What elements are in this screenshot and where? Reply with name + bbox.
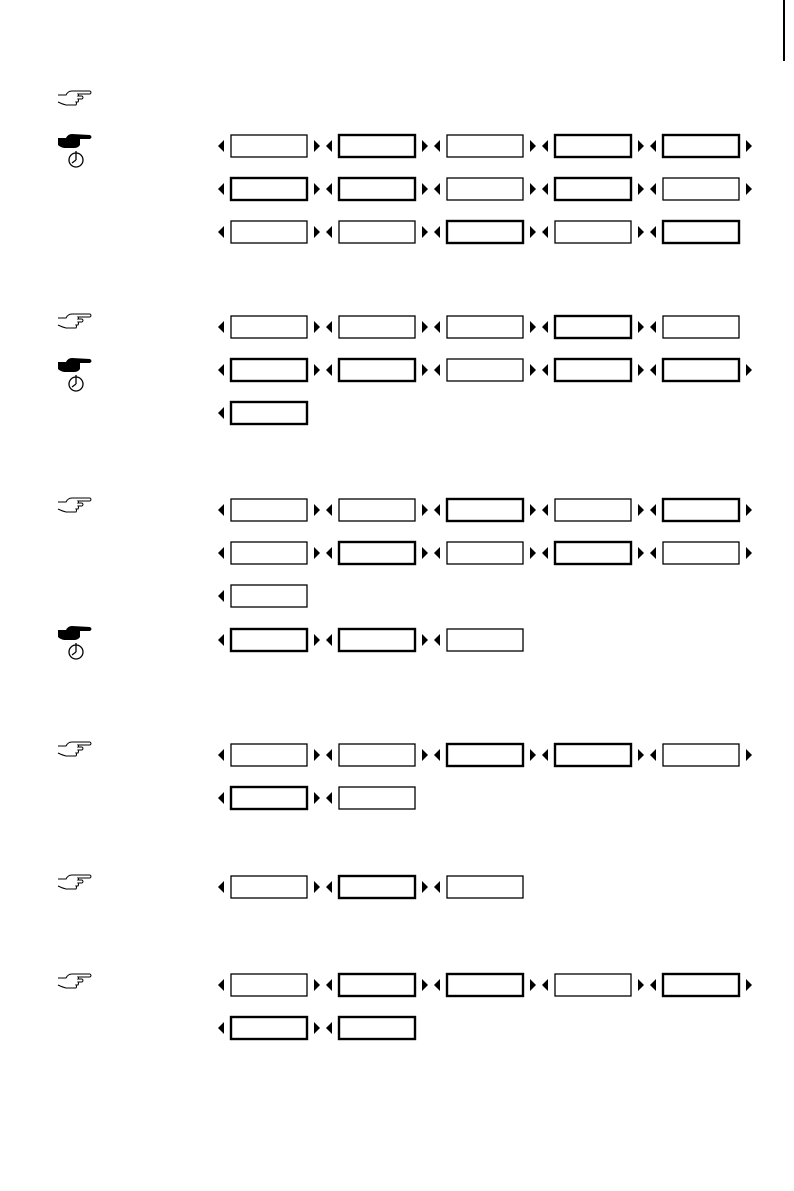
right-arrow-icon (638, 504, 644, 516)
menu-key-box (555, 178, 631, 200)
left-arrow-icon (434, 881, 440, 893)
timer-hand (72, 652, 76, 655)
key-row (218, 135, 752, 157)
menu-key-box (555, 359, 631, 381)
pointing-hand-outline-icon (58, 498, 91, 512)
left-arrow-icon (542, 749, 548, 761)
right-arrow-icon (638, 364, 644, 376)
timer-hand (72, 160, 76, 163)
hand-timer-icon (58, 134, 92, 167)
menu-key-box (447, 876, 523, 898)
key-row (218, 359, 752, 381)
menu-key-box (447, 359, 523, 381)
key-row (218, 178, 752, 200)
menu-key-box (663, 178, 739, 200)
left-arrow-icon (434, 504, 440, 516)
menu-key-box (339, 316, 415, 338)
hand-outline-path (58, 498, 91, 512)
left-arrow-icon (218, 407, 224, 419)
right-arrow-icon (638, 140, 644, 152)
left-arrow-icon (650, 321, 656, 333)
right-arrow-icon (314, 183, 320, 195)
right-arrow-icon (638, 749, 644, 761)
solid-hand-path (58, 358, 92, 372)
left-arrow-icon (326, 634, 332, 646)
left-arrow-icon (326, 881, 332, 893)
left-arrow-icon (434, 140, 440, 152)
menu-key-box (555, 499, 631, 521)
key-row (218, 629, 523, 651)
menu-key-box (555, 974, 631, 996)
menu-key-box (663, 359, 739, 381)
menu-key-box (231, 974, 307, 996)
right-arrow-icon (530, 321, 536, 333)
left-arrow-icon (542, 364, 548, 376)
right-arrow-icon (314, 792, 320, 804)
left-arrow-icon (218, 590, 224, 602)
menu-key-box (339, 1017, 415, 1039)
key-row (218, 1017, 415, 1039)
right-arrow-icon (422, 634, 428, 646)
left-arrow-icon (542, 504, 548, 516)
menu-key-box (447, 744, 523, 766)
left-arrow-icon (218, 792, 224, 804)
right-arrow-icon (422, 979, 428, 991)
left-arrow-icon (326, 979, 332, 991)
key-row (218, 316, 739, 338)
menu-key-box (447, 316, 523, 338)
pointing-hand-outline-icon (58, 742, 91, 756)
menu-key-box (339, 359, 415, 381)
right-arrow-icon (530, 226, 536, 238)
right-arrow-icon (746, 183, 752, 195)
key-row (218, 744, 752, 766)
left-arrow-icon (542, 140, 548, 152)
left-arrow-icon (650, 979, 656, 991)
left-arrow-icon (650, 749, 656, 761)
menu-key-box (339, 744, 415, 766)
menu-key-box (663, 499, 739, 521)
hand-timer-icon (58, 626, 92, 659)
right-arrow-icon (746, 979, 752, 991)
right-arrow-icon (422, 321, 428, 333)
menu-key-box (663, 542, 739, 564)
right-arrow-icon (530, 504, 536, 516)
left-arrow-icon (434, 183, 440, 195)
right-arrow-icon (530, 547, 536, 559)
menu-key-box (663, 135, 739, 157)
pointing-hand-outline-icon (58, 91, 91, 105)
menu-key-box (447, 499, 523, 521)
menu-key-box (339, 787, 415, 809)
hand-outline-path (58, 742, 91, 756)
right-arrow-icon (314, 226, 320, 238)
left-arrow-icon (434, 979, 440, 991)
right-arrow-icon (746, 140, 752, 152)
hand-outline-path (58, 91, 91, 105)
solid-hand-path (58, 134, 92, 148)
key-row (218, 787, 415, 809)
right-arrow-icon (746, 749, 752, 761)
right-arrow-icon (314, 364, 320, 376)
menu-key-box (663, 221, 739, 243)
left-arrow-icon (434, 634, 440, 646)
menu-key-box (231, 542, 307, 564)
left-arrow-icon (218, 881, 224, 893)
menu-key-box (339, 221, 415, 243)
right-arrow-icon (746, 547, 752, 559)
left-arrow-icon (326, 1022, 332, 1034)
left-arrow-icon (542, 183, 548, 195)
menu-key-box (663, 316, 739, 338)
left-arrow-icon (650, 140, 656, 152)
left-arrow-icon (326, 547, 332, 559)
menu-key-box (231, 787, 307, 809)
menu-key-box (447, 135, 523, 157)
left-arrow-icon (542, 226, 548, 238)
right-arrow-icon (314, 321, 320, 333)
right-arrow-icon (530, 364, 536, 376)
right-arrow-icon (314, 140, 320, 152)
right-arrow-icon (314, 979, 320, 991)
menu-key-box (555, 542, 631, 564)
left-arrow-icon (434, 749, 440, 761)
key-row (218, 221, 739, 243)
menu-key-box (339, 876, 415, 898)
right-arrow-icon (314, 1022, 320, 1034)
menu-key-box (231, 402, 307, 424)
left-arrow-icon (434, 547, 440, 559)
left-arrow-icon (326, 321, 332, 333)
right-arrow-icon (422, 183, 428, 195)
left-arrow-icon (434, 226, 440, 238)
left-arrow-icon (218, 504, 224, 516)
left-arrow-icon (218, 226, 224, 238)
menu-key-box (663, 744, 739, 766)
menu-key-box (231, 178, 307, 200)
key-row (218, 876, 523, 898)
left-arrow-icon (218, 749, 224, 761)
right-arrow-icon (314, 749, 320, 761)
left-arrow-icon (542, 321, 548, 333)
menu-key-box (339, 499, 415, 521)
menu-key-box (339, 178, 415, 200)
right-arrow-icon (422, 749, 428, 761)
menu-key-box (339, 629, 415, 651)
left-arrow-icon (434, 321, 440, 333)
menu-key-box (231, 876, 307, 898)
left-arrow-icon (326, 226, 332, 238)
right-arrow-icon (530, 979, 536, 991)
right-arrow-icon (314, 881, 320, 893)
menu-key-box (231, 585, 307, 607)
left-arrow-icon (218, 1022, 224, 1034)
right-arrow-icon (638, 226, 644, 238)
menu-key-box (339, 974, 415, 996)
menu-key-box (231, 135, 307, 157)
menu-key-box (555, 221, 631, 243)
left-arrow-icon (542, 979, 548, 991)
menu-key-box (231, 744, 307, 766)
timer-hand (72, 384, 76, 387)
left-arrow-icon (650, 364, 656, 376)
left-arrow-icon (326, 183, 332, 195)
menu-key-box (231, 221, 307, 243)
right-arrow-icon (746, 364, 752, 376)
key-row (218, 974, 752, 996)
right-arrow-icon (422, 226, 428, 238)
left-arrow-icon (326, 140, 332, 152)
right-arrow-icon (422, 504, 428, 516)
right-arrow-icon (638, 321, 644, 333)
pointing-hand-outline-icon (58, 314, 91, 328)
left-arrow-icon (218, 547, 224, 559)
menu-key-box (663, 974, 739, 996)
solid-hand-path (58, 626, 92, 640)
left-arrow-icon (326, 792, 332, 804)
menu-key-box (339, 135, 415, 157)
menu-key-box (447, 974, 523, 996)
menu-key-box (447, 221, 523, 243)
left-arrow-icon (326, 749, 332, 761)
right-arrow-icon (638, 547, 644, 559)
left-arrow-icon (650, 547, 656, 559)
left-arrow-icon (542, 547, 548, 559)
left-arrow-icon (218, 979, 224, 991)
left-arrow-icon (218, 183, 224, 195)
hand-outline-path (58, 974, 91, 988)
menu-key-box (555, 316, 631, 338)
pointing-hand-outline-icon (58, 875, 91, 889)
menu-key-box (231, 629, 307, 651)
key-row (218, 499, 752, 521)
left-arrow-icon (218, 140, 224, 152)
hand-outline-path (58, 314, 91, 328)
right-arrow-icon (530, 140, 536, 152)
menu-key-box (231, 316, 307, 338)
right-arrow-icon (314, 634, 320, 646)
menu-key-box (231, 359, 307, 381)
left-arrow-icon (218, 364, 224, 376)
right-arrow-icon (422, 547, 428, 559)
right-arrow-icon (638, 979, 644, 991)
left-arrow-icon (218, 634, 224, 646)
left-arrow-icon (218, 321, 224, 333)
key-row (218, 585, 307, 607)
left-arrow-icon (650, 183, 656, 195)
hand-timer-icon (58, 358, 92, 391)
menu-key-box (447, 629, 523, 651)
right-arrow-icon (422, 881, 428, 893)
left-arrow-icon (650, 504, 656, 516)
right-arrow-icon (638, 183, 644, 195)
hand-outline-path (58, 875, 91, 889)
left-arrow-icon (326, 504, 332, 516)
left-arrow-icon (650, 226, 656, 238)
left-arrow-icon (434, 364, 440, 376)
menu-key-box (555, 135, 631, 157)
right-arrow-icon (422, 140, 428, 152)
menu-key-box (339, 542, 415, 564)
menu-key-box (447, 542, 523, 564)
menu-key-box (231, 1017, 307, 1039)
menu-key-box (555, 744, 631, 766)
menu-key-box (447, 178, 523, 200)
pointing-hand-outline-icon (58, 974, 91, 988)
right-arrow-icon (314, 547, 320, 559)
right-arrow-icon (530, 749, 536, 761)
left-arrow-icon (326, 364, 332, 376)
right-arrow-icon (530, 183, 536, 195)
right-arrow-icon (314, 504, 320, 516)
right-arrow-icon (422, 364, 428, 376)
menu-key-box (231, 499, 307, 521)
key-row (218, 542, 752, 564)
right-arrow-icon (746, 504, 752, 516)
key-row (218, 402, 307, 424)
